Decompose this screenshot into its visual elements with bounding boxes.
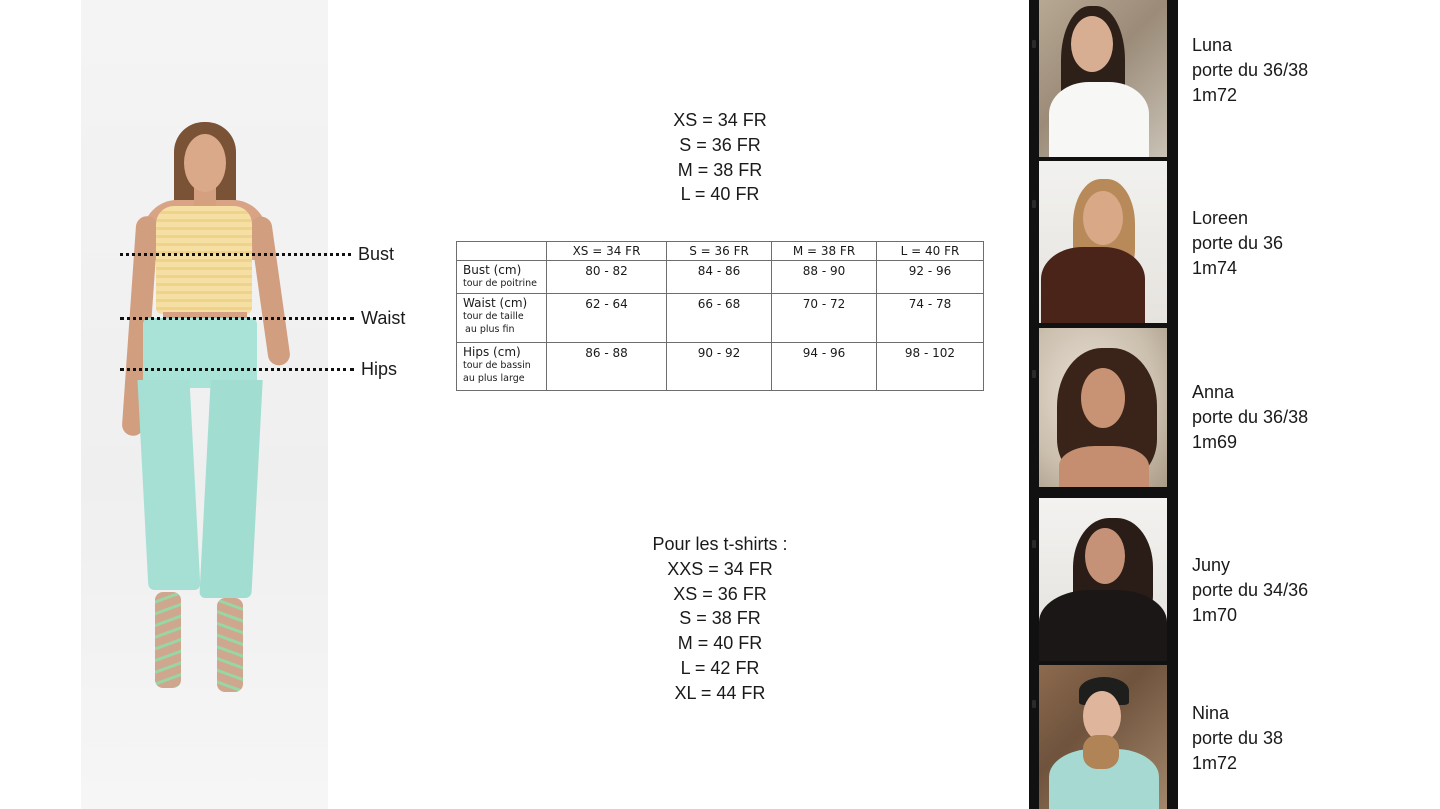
model-name: Luna	[1192, 35, 1233, 55]
model-pant-leg-right	[199, 380, 262, 598]
model-caption-nina	[1192, 701, 1283, 775]
photo-luna	[1039, 0, 1167, 157]
table-header-cell: S = 36 FR	[667, 242, 772, 261]
photo-nina	[1039, 665, 1167, 809]
model-caption-luna	[1192, 33, 1308, 107]
model-head	[184, 134, 226, 192]
film-strip	[1029, 0, 1178, 809]
dotted-line	[120, 368, 354, 371]
row-header	[457, 261, 547, 294]
measure-label-waist: Waist	[361, 308, 406, 328]
size-equivalent-line: XS = 34 FR	[673, 110, 767, 130]
model-caption-juny	[1192, 553, 1308, 627]
size-equivalents	[520, 108, 920, 207]
dotted-line	[120, 317, 354, 320]
row-sublabel: au plus large	[463, 372, 525, 384]
row-sublabel: au plus fin	[465, 324, 515, 336]
model-pant-leg-left	[137, 380, 200, 590]
row-label: Waist (cm)	[463, 296, 528, 311]
row-header	[457, 342, 547, 390]
table-cell: 88 - 90	[772, 261, 877, 294]
table-cell: 84 - 86	[667, 261, 772, 294]
model-caption-loreen	[1192, 206, 1283, 280]
table-cell: 98 - 102	[877, 342, 984, 390]
table-cell: 62 - 64	[547, 294, 667, 342]
tshirt-sizes	[520, 532, 920, 706]
table-header-cell: L = 40 FR	[877, 242, 984, 261]
table-header-cell: XS = 34 FR	[547, 242, 667, 261]
table-cell: 90 - 92	[667, 342, 772, 390]
model-caption-anna	[1192, 380, 1308, 454]
model-height: 1m72	[1192, 752, 1238, 773]
model-height: 1m70	[1192, 604, 1238, 625]
film-perforation	[1032, 540, 1036, 548]
measure-waist	[120, 308, 405, 328]
model-name: Juny	[1192, 555, 1231, 575]
measure-bust	[120, 244, 394, 264]
film-perforation	[1032, 200, 1036, 208]
size-table	[456, 241, 984, 391]
table-row	[457, 261, 984, 294]
measure-hips	[120, 359, 397, 379]
model-photo	[81, 0, 328, 809]
film-perforation	[1032, 370, 1036, 378]
model-height: 1m74	[1192, 257, 1238, 278]
size-equivalent-line: M = 38 FR	[677, 159, 763, 180]
tshirt-size-line: XS = 36 FR	[673, 583, 767, 604]
measure-label-bust: Bust	[358, 244, 395, 264]
model-size: porte du 34/36	[1192, 579, 1309, 600]
row-header	[457, 294, 547, 342]
tshirt-size-line: M = 40 FR	[677, 633, 763, 654]
table-cell: 86 - 88	[547, 342, 667, 390]
row-sublabel: tour de taille	[463, 311, 524, 323]
model-size: porte du 36	[1192, 232, 1284, 253]
tshirt-heading: Pour les t-shirts :	[652, 534, 788, 554]
table-cell: 92 - 96	[877, 261, 984, 294]
row-sublabel: tour de poitrine	[463, 278, 537, 290]
measure-label-hips: Hips	[361, 359, 398, 379]
table-cell: 70 - 72	[772, 294, 877, 342]
table-cell: 66 - 68	[667, 294, 772, 342]
row-label: Bust (cm)	[463, 263, 522, 278]
photo-loreen	[1039, 161, 1167, 323]
table-cell: 74 - 78	[877, 294, 984, 342]
model-height: 1m69	[1192, 431, 1238, 452]
tshirt-size-line: XL = 44 FR	[674, 682, 766, 703]
model-height: 1m72	[1192, 84, 1238, 105]
dotted-line	[120, 253, 351, 256]
table-header-cell: M = 38 FR	[772, 242, 877, 261]
model-name: Nina	[1192, 703, 1230, 723]
table-header-cell	[457, 242, 547, 261]
table-row	[457, 294, 984, 342]
size-equivalent-line: L = 40 FR	[680, 184, 760, 205]
size-equivalent-line: S = 36 FR	[679, 134, 761, 155]
photo-juny	[1039, 498, 1167, 661]
model-size: porte du 36/38	[1192, 59, 1309, 80]
film-perforation	[1032, 700, 1036, 708]
tshirt-size-line: S = 38 FR	[679, 608, 761, 629]
model-sandal-left	[155, 592, 181, 688]
model-name: Loreen	[1192, 208, 1249, 228]
film-perforation	[1032, 40, 1036, 48]
tshirt-size-line: XXS = 34 FR	[667, 558, 773, 579]
photo-anna	[1039, 328, 1167, 487]
table-row	[457, 342, 984, 390]
table-cell: 94 - 96	[772, 342, 877, 390]
model-sandal-right	[217, 598, 243, 692]
model-name: Anna	[1192, 382, 1235, 402]
table-header-row	[457, 242, 984, 261]
row-label: Hips (cm)	[463, 344, 521, 359]
tshirt-size-line: L = 42 FR	[680, 657, 760, 678]
row-sublabel: tour de bassin	[463, 359, 531, 371]
model-size: porte du 38	[1192, 727, 1284, 748]
table-cell: 80 - 82	[547, 261, 667, 294]
model-size: porte du 36/38	[1192, 406, 1309, 427]
